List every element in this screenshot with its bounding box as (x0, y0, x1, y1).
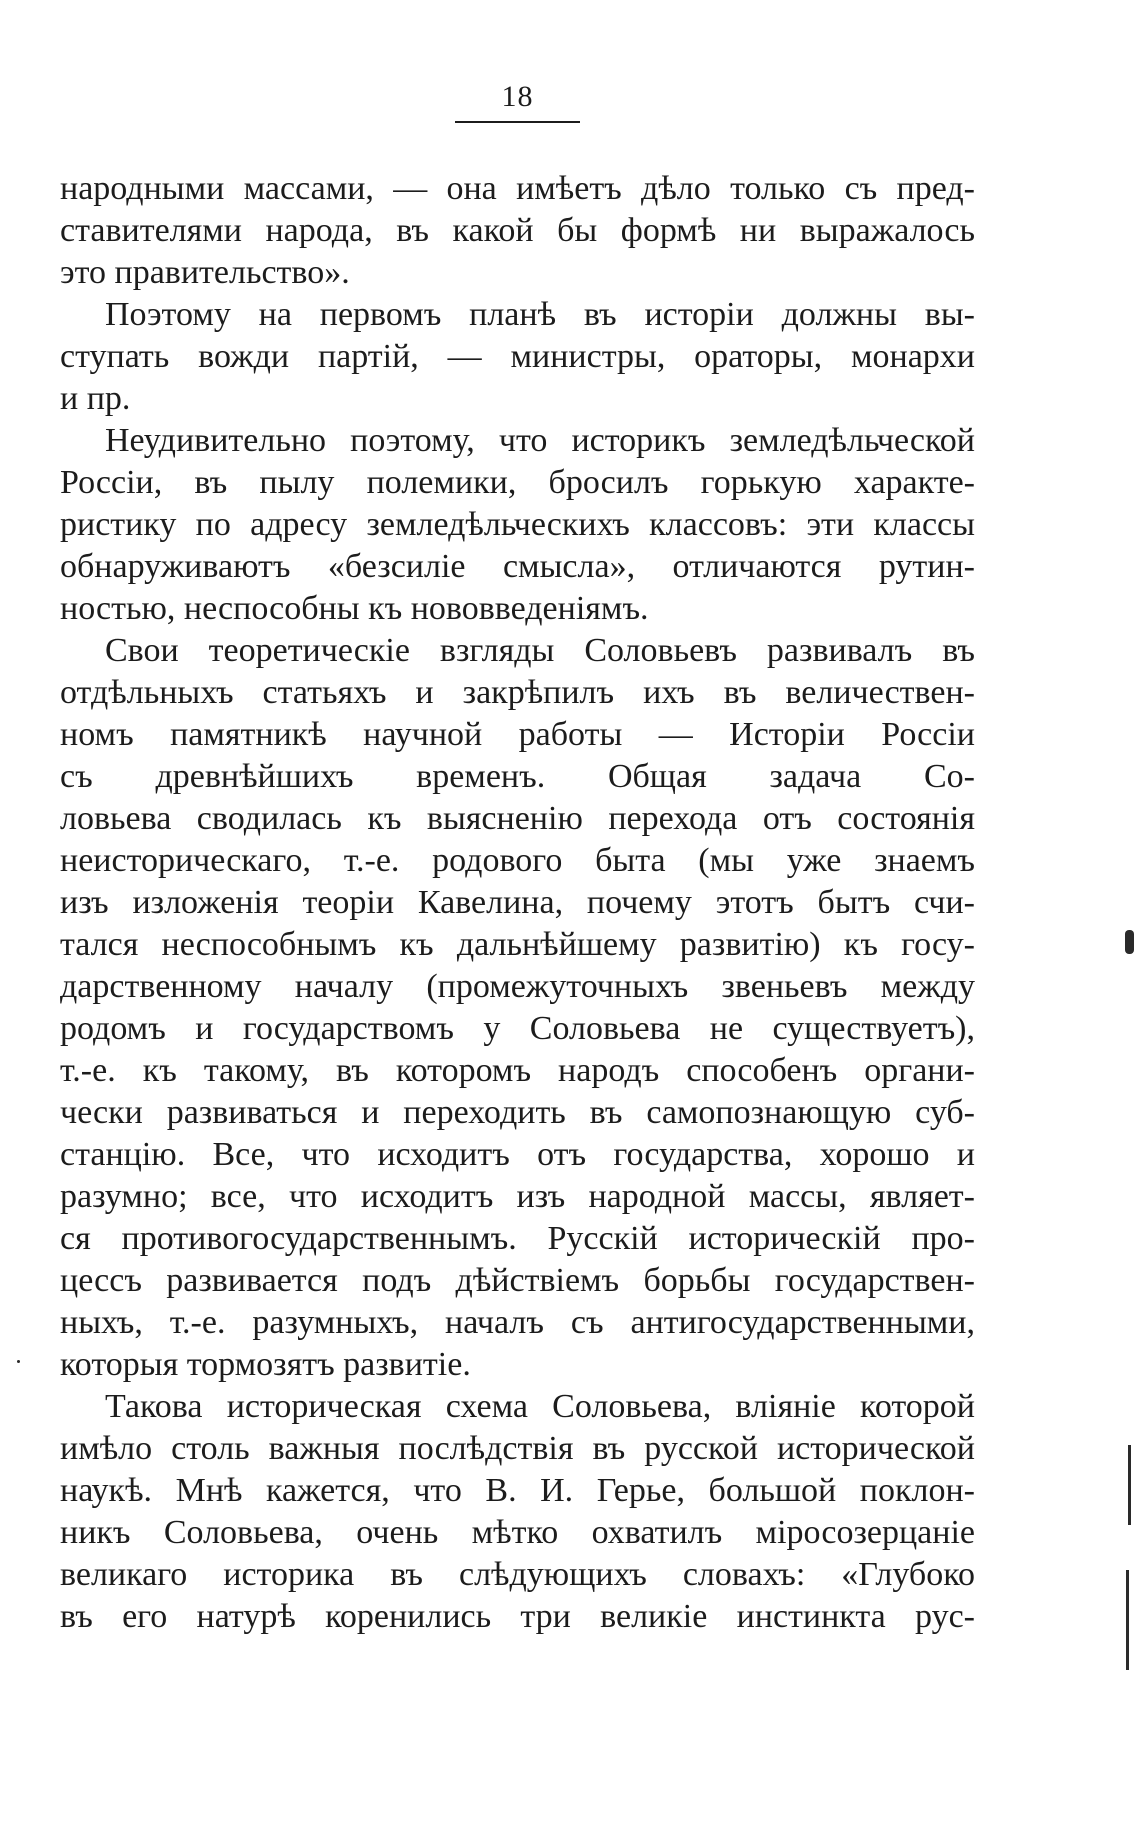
text-line: ностью, неспособны къ нововведеніямъ. (60, 590, 649, 627)
text-line: Поэтому на первомъ планѣ въ исторіи должны вы- (105, 296, 975, 333)
scan-speck (1125, 930, 1134, 954)
text-line: Россіи, въ пылу полемики, бросилъ горькую характе- (60, 464, 975, 501)
text-line: наукѣ. Мнѣ кажется, что В. И. Герье, большой поклон- (60, 1472, 975, 1509)
text-line: разумно; все, что исходитъ изъ народной массы, являет- (60, 1178, 975, 1215)
text-line: обнаруживаютъ «безсиліе смысла», отличаются рутин- (60, 548, 975, 585)
text-line: которыя тормозятъ развитіе. (60, 1346, 471, 1383)
text-line: ся противогосударственнымъ. Русскій историческій про- (60, 1220, 975, 1257)
paragraph-2 (60, 294, 975, 420)
text-line: ныхъ, т.-е. разумныхъ, началъ съ антигосударственными, (60, 1304, 975, 1341)
text-line: и пр. (60, 380, 131, 417)
paragraph-4 (60, 630, 975, 1386)
text-line: великаго историка въ слѣдующихъ словахъ: «Глубоко (60, 1556, 975, 1593)
text-line: родомъ и государствомъ у Соловьева не существуетъ), (60, 1010, 975, 1047)
text-line: ступать вожди партій, — министры, ораторы, монархи (60, 338, 975, 375)
text-line: Такова историческая схема Соловьева, вліяніе которой (105, 1388, 975, 1425)
text-line: имѣло столь важныя послѣдствія въ русской исторической (60, 1430, 975, 1467)
page-number: 18 (501, 80, 534, 113)
scan-speck (17, 1360, 20, 1363)
text-line: отдѣльныхъ статьяхъ и закрѣпилъ ихъ въ величествен- (60, 674, 975, 711)
text-line: станцію. Все, что исходитъ отъ государства, хорошо и (60, 1136, 975, 1173)
text-line: это правительство». (60, 254, 350, 291)
text-line: никъ Соловьева, очень мѣтко охватилъ міросозерцаніе (60, 1514, 975, 1551)
text-line: Свои теоретическіе взгляды Соловьевъ развивалъ въ (105, 632, 975, 669)
page-number-underline (455, 121, 580, 123)
text-line: номъ памятникѣ научной работы — Исторіи Россіи (60, 716, 975, 753)
text-line: тался неспособнымъ къ дальнѣйшему развитію) къ госу- (60, 926, 975, 963)
text-line: народными массами, — она имѣетъ дѣло только съ пред- (60, 170, 975, 207)
text-line: чески развиваться и переходить въ самопознающую суб- (60, 1094, 975, 1131)
text-line: ставителями народа, въ какой бы формѣ ни выражалось (60, 212, 975, 249)
text-line: т.-е. къ такому, въ которомъ народъ способенъ органи- (60, 1052, 975, 1089)
scan-edge-mark (1128, 1445, 1131, 1525)
paragraph-1 (60, 168, 975, 294)
text-line: ристику по адресу земледѣльческихъ классовъ: эти классы (60, 506, 975, 543)
text-body (60, 168, 975, 1638)
text-line: цессъ развивается подъ дѣйствіемъ борьбы государствен- (60, 1262, 975, 1299)
paragraph-3 (60, 420, 975, 630)
text-line: дарственному началу (промежуточныхъ звеньевъ между (60, 968, 975, 1005)
paragraph-5 (60, 1386, 975, 1638)
text-line: изъ изложенія теоріи Кавелина, почему этотъ бытъ счи- (60, 884, 975, 921)
text-line: ловьева сводилась къ выясненію перехода отъ состоянія (60, 800, 975, 837)
text-line: съ древнѣйшихъ временъ. Общая задача Со- (60, 758, 975, 795)
text-line: въ его натурѣ коренились три великіе инстинкта рус- (60, 1598, 975, 1635)
text-line: Неудивительно поэтому, что историкъ земледѣльческой (105, 422, 975, 459)
text-line: неисторическаго, т.-е. родового быта (мы уже знаемъ (60, 842, 975, 879)
scan-edge-mark (1126, 1570, 1129, 1670)
